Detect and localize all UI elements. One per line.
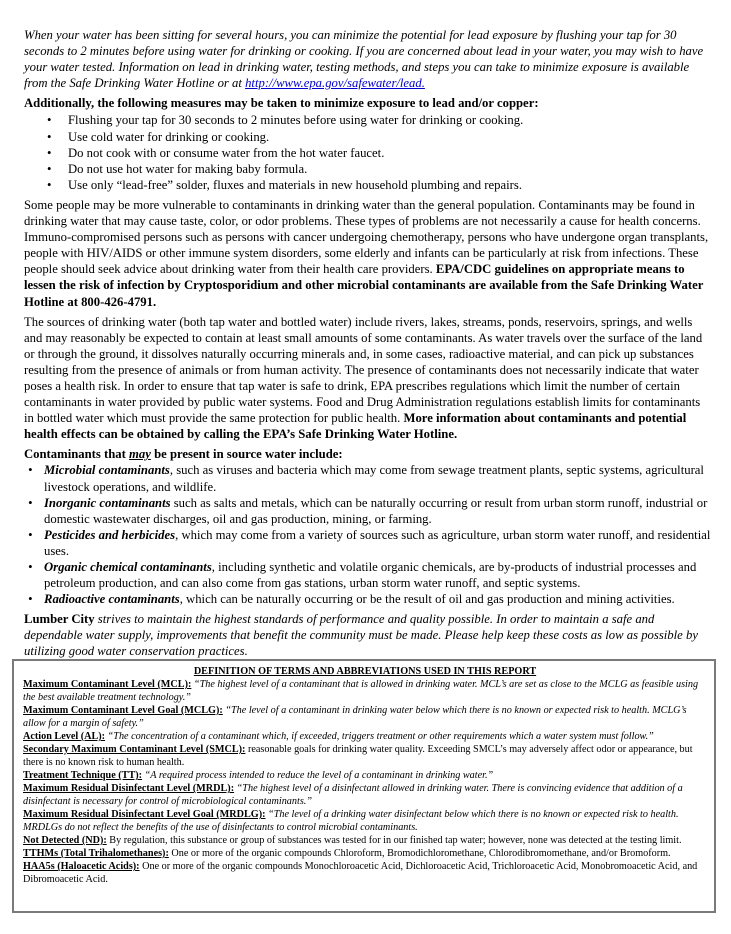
- bullet-icon: •: [28, 463, 33, 478]
- definition-item: [23, 704, 707, 730]
- definition-text: One or more of the organic compounds Monochloroacetic Acid, Dichloroacetic Acid, Trichloroacetic Acid, Monobromoacetic Acid, and Dibromoacetic Acid.: [23, 861, 698, 885]
- contaminant-item: • Inorganic contaminants such as salts and metals, which can be naturally occurring or result from urban storm runoff, industrial or domestic wastewater discharges, oil and gas production, mining, or farming.: [28, 495, 708, 526]
- definition-term: TTHMs (Total Trihalomethanes):: [23, 848, 169, 859]
- definition-term: Action Level (AL):: [23, 731, 106, 742]
- epa-lead-link[interactable]: http://www.epa.gov/safewater/lead.: [245, 76, 425, 91]
- definition-term: Maximum Residual Disinfectant Level Goal (MRDLG):: [23, 809, 266, 820]
- document-page: [24, 27, 712, 660]
- measure-item: • Do not use hot water for making baby formula.: [47, 161, 308, 176]
- definition-text: “The highest level of a disinfectant allowed in drinking water. There is convincing evidence that addition of a disinfectant is necessary for control of microbiological contaminants.”: [23, 783, 683, 807]
- measure-item: • Use cold water for drinking or cooking.: [47, 129, 270, 144]
- measure-item: • Use only “lead-free” solder, fluxes and materials in new household plumbing and repairs.: [47, 177, 522, 192]
- definition-text: By regulation, this substance or group of substances was tested for in our finished tap water; however, none was detected at the testing limit.: [106, 835, 682, 846]
- lead-intro-paragraph: [24, 27, 712, 91]
- definition-item: [23, 782, 707, 808]
- measures-heading: Additionally, the following measures may be taken to minimize exposure to lead and/or copper:: [24, 96, 539, 111]
- definition-term: HAA5s (Haloacetic Acids):: [23, 861, 140, 872]
- definitions-list: [23, 678, 707, 886]
- contaminants-list: [24, 462, 712, 607]
- bullet-icon: •: [28, 592, 33, 607]
- definition-text: “A required process intended to reduce the level of a contaminant in drinking water.”: [142, 770, 494, 781]
- vulnerable-populations-paragraph: Some people may be more vulnerable to contaminants in drinking water than the general population. Contaminants may be found in drinking water that may cause taste, color, or odor problems. These types of problems are not necessarily a cause for health concerns. Immuno-compromised persons such as persons with cancer undergoing chemotherapy, persons who have undergone organ transplants, people with HIV/AIDS or other immune system disorders, some elderly and infants can be particularly at risk from infections. These people should seek advice about drinking water from their health care providers. EPA/CDC guidelines on appropriate means to lessen the risk of infection by Cryptosporidium and other microbial contaminants are available from the Safe Drinking Water Hotline at 800-426-4791.: [24, 197, 709, 309]
- measure-item: • Flushing your tap for 30 seconds to 2 minutes before using water for drinking or cooking.: [47, 113, 524, 128]
- may-emphasis: may: [129, 447, 151, 462]
- epa-cdc-guidelines-note: EPA/CDC guidelines on appropriate means to lessen the risk of infection by Cryptosporidium and other microbial contaminants are available from the Safe Drinking Water Hotline at 800-426-4791.: [24, 262, 704, 309]
- contaminant-item: • Organic chemical contaminants, including synthetic and volatile organic chemicals, are by-products of industrial processes and petroleum production, and can also come from gas stations, urban storm water runoff, and septic systems.: [28, 560, 697, 591]
- bullet-icon: •: [28, 495, 33, 510]
- definition-item: [23, 808, 707, 834]
- definition-text: reasonable goals for drinking water quality. Exceeding SMCL’s may adversely affect odor or appearance, but there is no known risk to human health.: [23, 744, 693, 768]
- definition-term: Maximum Contaminant Level (MCL):: [23, 679, 192, 690]
- definitions-box: [12, 659, 716, 913]
- definition-item: [23, 743, 707, 769]
- contaminant-item: • Microbial contaminants, such as viruses and bacteria which may come from sewage treatment plants, septic systems, agricultural livestock operations, and wildlife.: [28, 463, 704, 494]
- lead-intro-text: When your water has been sitting for several hours, you can minimize the potential for lead exposure by flushing your tap for 30 seconds to 2 minutes before using water for drinking or cooking. If you are concerned about lead in your water, you may wish to have your water tested. Information on lead in drinking water, testing methods, and steps you can take to minimize exposure is available from the Safe Drinking Water Hotline or at: [24, 28, 704, 91]
- definition-term: Maximum Residual Disinfectant Level (MRDL):: [23, 783, 235, 794]
- definition-item: [23, 730, 707, 743]
- contaminants-heading: Contaminants that may be present in source water include:: [24, 447, 343, 462]
- definitions-title: DEFINITION OF TERMS AND ABBREVIATIONS USED IN THIS REPORT: [193, 666, 537, 677]
- definition-item: [23, 847, 707, 860]
- definition-item: [23, 834, 707, 847]
- definition-text: One or more of the organic compounds Chloroform, Bromodichloromethane, Chlorodibromomethane, and/or Bromoform.: [168, 848, 671, 859]
- definition-item: [23, 769, 707, 782]
- definition-text: “The level of a contaminant in drinking water below which there is no known or expected risk to health. MCLG’s allow for a margin of safety.”: [23, 705, 687, 729]
- definition-term: Maximum Contaminant Level Goal (MCLG):: [23, 705, 223, 716]
- closing-paragraph: Lumber City strives to maintain the highest standards of performance and quality possible. In order to maintain a safe and dependable water supply, improvements that benefit the community must be made. Please help keep these costs as low as possible by utilizing good water conservation practices.: [24, 612, 698, 659]
- definition-term: Treatment Technique (TT):: [23, 770, 143, 781]
- definition-term: Not Detected (ND):: [23, 835, 107, 846]
- measures-list: [24, 112, 712, 192]
- bullet-icon: •: [47, 177, 52, 192]
- bullet-icon: •: [28, 527, 33, 542]
- definition-item: [23, 860, 707, 886]
- definition-text: “The concentration of a contaminant which, if exceeded, triggers treatment or other requirements which a water system must follow.”: [105, 731, 654, 742]
- contaminant-item: • Pesticides and herbicides, which may come from a variety of sources such as agriculture, urban storm water runoff, and residential uses.: [28, 527, 711, 558]
- bullet-icon: •: [47, 129, 52, 144]
- city-name: Lumber City: [24, 612, 95, 627]
- hotline-info-note: More information about contaminants and potential health effects can be obtained by calling the EPA’s Safe Drinking Water Hotline.: [24, 411, 687, 442]
- contaminant-item: • Radioactive contaminants, which can be naturally occurring or be the result of oil and gas production and mining activities.: [28, 592, 675, 607]
- definition-item: [23, 678, 707, 704]
- bullet-icon: •: [28, 560, 33, 574]
- bullet-icon: •: [47, 145, 52, 160]
- water-sources-paragraph: The sources of drinking water (both tap water and bottled water) include rivers, lakes, streams, ponds, reservoirs, springs, and wells and may reasonably be expected to contain at least small amounts of some contaminants. As water travels over the surface of the land or through the ground, it dissolves naturally occurring minerals and, in some cases, radioactive material, and can pick up substances resulting from the presence of animals or from human activity. The presence of contaminants does not necessarily indicate that water poses a health risk. In order to ensure that tap water is safe to drink, EPA prescribes regulations which limit the number of certain contaminants in water provided by public water systems. Food and Drug Administration regulations establish limits for contaminants in bottled water which must provide the same protection for public health. More information about contaminants and potential health effects can be obtained by calling the EPA’s Safe Drinking Water Hotline.: [24, 314, 703, 442]
- definition-term: Secondary Maximum Contaminant Level (SMCL):: [23, 744, 246, 755]
- definition-text: “The level of a drinking water disinfectant below which there is no known or expected risk to health. MRDLGs do not reflect the benefits of the use of disinfectants to control microbial contaminants.: [23, 809, 679, 833]
- definition-text: “The highest level of a contaminant that is allowed in drinking water. MCL’s are set as close to the MCLG as feasible using the best available treatment technology.”: [23, 679, 699, 703]
- bullet-icon: •: [47, 113, 52, 128]
- measure-item: • Do not cook with or consume water from the hot water faucet.: [47, 145, 385, 160]
- bullet-icon: •: [47, 161, 52, 176]
